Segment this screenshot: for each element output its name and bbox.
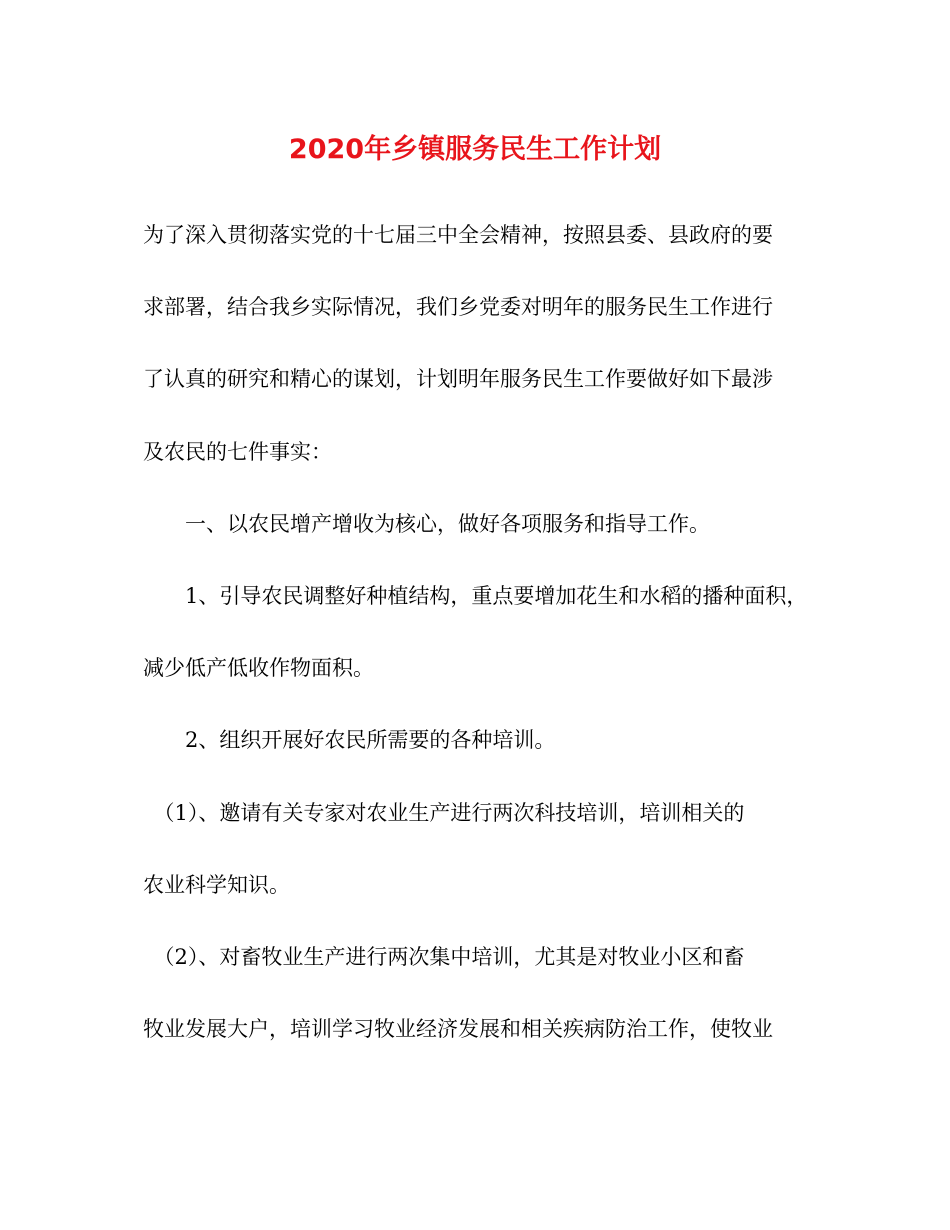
body-line: 了认真的研究和精心的谋划，计划明年服务民生工作要做好如下最涉 bbox=[143, 367, 773, 391]
body-line: （1）、邀请有关专家对农业生产进行两次科技培训，培训相关的 bbox=[143, 801, 745, 825]
body-line: （2）、对畜牧业生产进行两次集中培训，尤其是对牧业小区和畜 bbox=[143, 945, 745, 969]
body-line: 及农民的七件事实： bbox=[143, 440, 332, 464]
body-line: 为了深入贯彻落实党的十七届三中全会精神，按照县委、县政府的要 bbox=[143, 223, 773, 247]
body-line: 减少低产低收作物面积。 bbox=[143, 656, 374, 680]
body-line: 农业科学知识。 bbox=[143, 873, 290, 897]
document-title: 2020年乡镇服务民生工作计划 bbox=[288, 134, 662, 165]
body-line: 求部署，结合我乡实际情况，我们乡党委对明年的服务民生工作进行 bbox=[143, 295, 773, 319]
body-line: 一、以农民增产增收为核心，做好各项服务和指导工作。 bbox=[143, 512, 710, 536]
body-line: 1、引导农民调整好种植结构，重点要增加花生和水稻的播种面积， bbox=[143, 584, 808, 608]
body-line: 牧业发展大户，培训学习牧业经济发展和相关疾病防治工作，使牧业 bbox=[143, 1017, 773, 1041]
body-line: 2、组织开展好农民所需要的各种培训。 bbox=[143, 728, 556, 752]
